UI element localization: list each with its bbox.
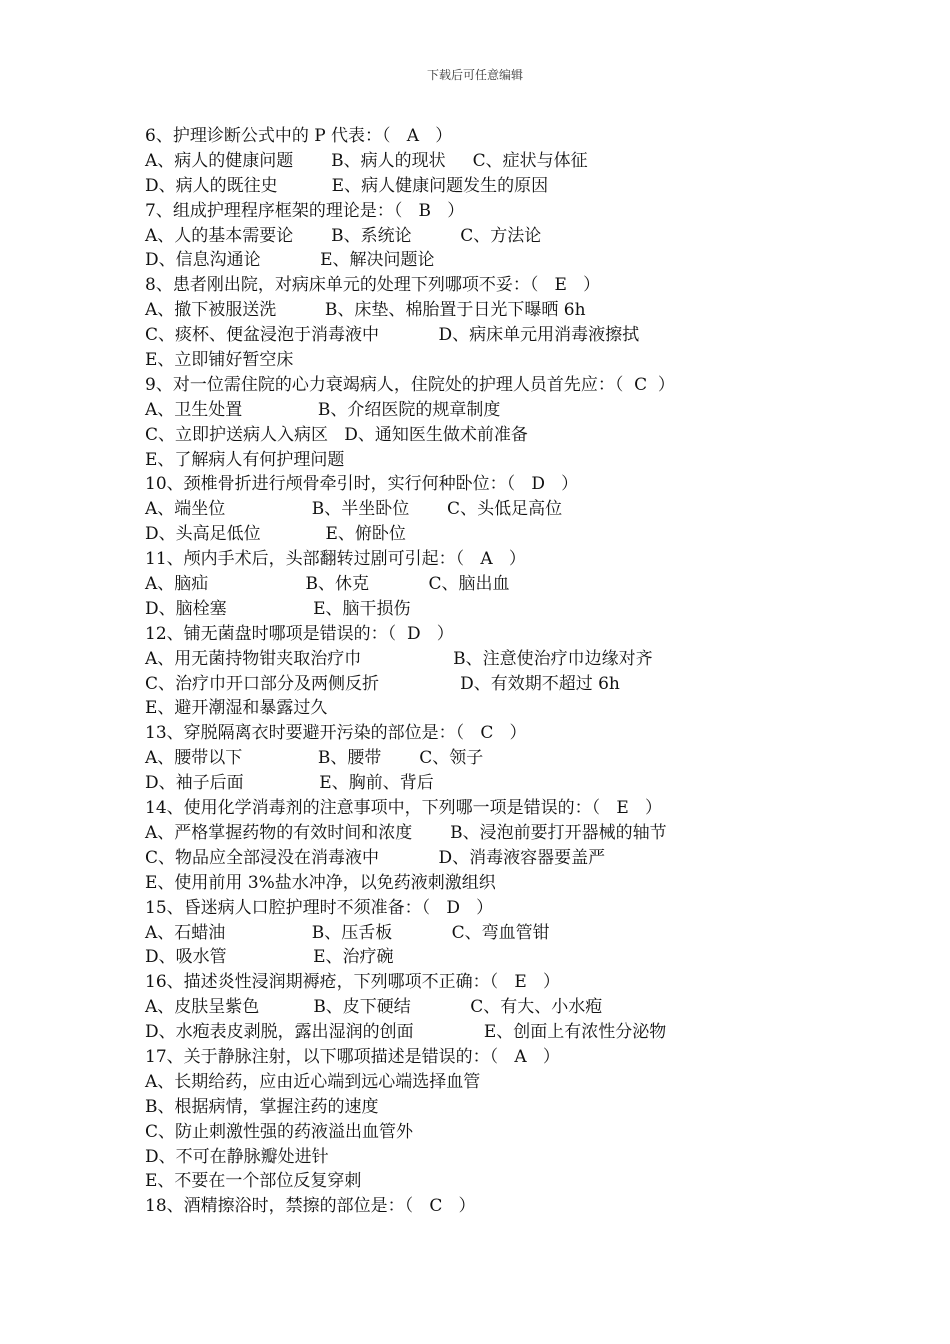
option-line: A、撤下被服送洗 B、床垫、棉胎置于日光下曝晒 6h <box>145 300 586 321</box>
option-line: D、水疱表皮剥脱，露出湿润的创面 E、创面上有浓性分泌物 <box>145 1022 667 1043</box>
option-line: A、皮肤呈紫色 B、皮下硬结 C、有大、小水疱 <box>145 997 603 1018</box>
question-10: 10、颈椎骨折进行颅骨牵引时，实行何种卧位：（ D ） <box>145 474 579 495</box>
option-line: D、不可在静脉瓣处进针 <box>145 1146 329 1167</box>
document-body <box>145 124 845 1219</box>
option-line: C、治疗巾开口部分及两侧反折 D、有效期不超过 6h <box>145 673 620 694</box>
question-16: 16、描述炎性浸润期褥疮，下列哪项不正确：（ E ） <box>145 972 560 993</box>
option-line: A、石蜡油 B、压舌板 C、弯血管钳 <box>145 922 550 943</box>
option-line: D、脑栓塞 E、脑干损伤 <box>145 598 411 619</box>
question-17: 17、关于静脉注射，以下哪项描述是错误的：（ A ） <box>145 1046 560 1067</box>
question-11: 11、颅内手术后，头部翻转过剧可引起：（ A ） <box>145 549 526 570</box>
option-line: A、用无菌持物钳夹取治疗巾 B、注意使治疗巾边缘对齐 <box>145 648 653 669</box>
option-line: E、避开潮湿和暴露过久 <box>145 698 328 719</box>
option-line: E、了解病人有何护理问题 <box>145 449 345 470</box>
option-line: E、使用前用 3%盐水冲净，以免药液刺激组织 <box>145 872 496 893</box>
option-line: A、卫生处置 B、介绍医院的规章制度 <box>145 399 501 420</box>
option-line: A、病人的健康问题 B、病人的现状 C、症状与体征 <box>145 150 588 171</box>
option-line: C、痰杯、便盆浸泡于消毒液中 D、病床单元用消毒液擦拭 <box>145 325 640 346</box>
option-line: A、严格掌握药物的有效时间和浓度 B、浸泡前要打开器械的轴节 <box>145 822 667 843</box>
option-line: A、长期给药，应由近心端到远心端选择血管 <box>145 1071 481 1092</box>
option-line: A、腰带以下 B、腰带 C、领子 <box>145 748 484 769</box>
question-9: 9、对一位需住院的心力衰竭病人，住院处的护理人员首先应：（ C ） <box>145 374 675 395</box>
option-line: D、病人的既往史 E、病人健康问题发生的原因 <box>145 175 549 196</box>
question-14: 14、使用化学消毒剂的注意事项中，下列哪一项是错误的：（ E ） <box>145 798 662 819</box>
page-header: 下载后可任意编辑 <box>426 68 523 82</box>
option-line: C、防止刺激性强的药液溢出血管外 <box>145 1121 414 1142</box>
question-7: 7、组成护理程序框架的理论是：（ B ） <box>145 200 465 221</box>
option-line: D、袖子后面 E、胸前、背后 <box>145 773 434 794</box>
question-8: 8、患者刚出院，对病床单元的处理下列哪项不妥：（ E ） <box>145 275 601 296</box>
option-line: A、人的基本需要论 B、系统论 C、方法论 <box>145 225 542 246</box>
question-15: 15、昏迷病人口腔护理时不须准备：（ D ） <box>145 897 494 918</box>
question-18: 18、酒精擦浴时，禁擦的部位是：（ C ） <box>145 1196 476 1217</box>
option-line: D、头高足低位 E、俯卧位 <box>145 524 406 545</box>
option-line: D、吸水管 E、治疗碗 <box>145 947 394 968</box>
option-line: E、不要在一个部位反复穿刺 <box>145 1171 362 1192</box>
option-line: A、脑疝 B、休克 C、脑出血 <box>145 574 510 595</box>
question-12: 12、铺无菌盘时哪项是错误的：（ D ） <box>145 623 454 644</box>
option-line: C、物品应全部浸没在消毒液中 D、消毒液容器要盖严 <box>145 847 606 868</box>
question-13: 13、穿脱隔离衣时要避开污染的部位是：（ C ） <box>145 723 527 744</box>
option-line: C、立即护送病人入病区 D、通知医生做术前准备 <box>145 424 528 445</box>
question-6: 6、护理诊断公式中的 P 代表：（ A ） <box>145 126 453 146</box>
option-line: B、根据病情，掌握注药的速度 <box>145 1096 379 1117</box>
option-line: A、端坐位 B、半坐卧位 C、头低足高位 <box>145 499 563 520</box>
option-line: E、立即铺好暂空床 <box>145 350 294 371</box>
option-line: D、信息沟通论 E、解决问题论 <box>145 250 435 271</box>
